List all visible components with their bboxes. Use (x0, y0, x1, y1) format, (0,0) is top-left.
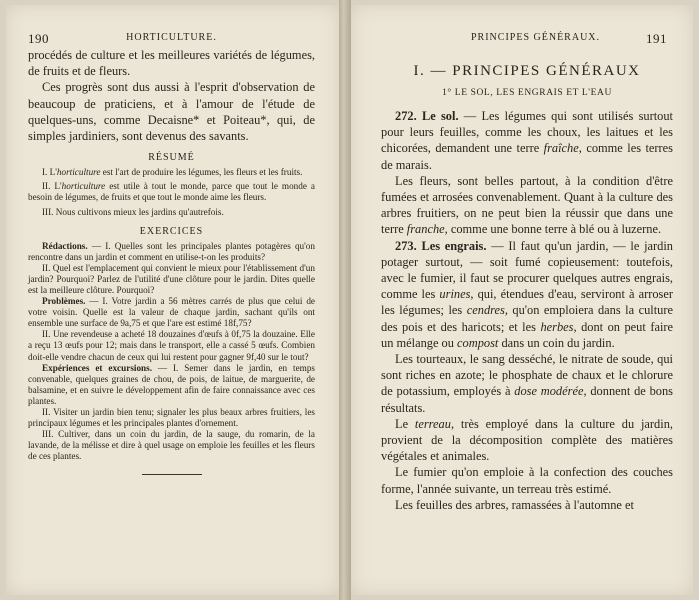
running-title-left: HORTICULTURE. (126, 32, 217, 43)
exercise-experiences-3: III. Cultiver, dans un coin du jardin, de la sauge, du romarin, de la lavande, de la mélisse et dire à quel usage on emploie les feuilles et les fleurs de ces plantes. (28, 429, 315, 462)
closing-rule (142, 474, 202, 475)
resume-heading: RÉSUMÉ (148, 152, 195, 164)
resume-item-3: III. Nous cultivons mieux les jardins qu'autrefois. (42, 206, 224, 217)
exercices-heading: EXERCICES (139, 225, 204, 237)
exercise-redactions-1: Rédactions. — I. Quelles sont les principales plantes potagères qu'on rencontre dans un jardin et comment en utilise-t-on les produits? (28, 240, 315, 262)
paragraph-fumier: Le fumier qu'on emploie à la confection des couches forme, l'année suivante, un terreau très estimé. (381, 465, 673, 496)
paragraph-progres: Ces progrès sont dus aussi à l'esprit d'observation de beaucoup de praticiens, et à l'amour de l'étude de quelques-uns, comme Decaisne* et Poiteau*, qui, de simples jardiniers, sont devenus des savants. (28, 80, 315, 144)
left-running-head (28, 31, 315, 47)
paragraph-tourteaux: Les tourteaux, le sang desséché, le nitrate de soude, qui sont riches en azote; le phosphate de chaux et le chlorure de potassium, employés à dose modérée, donnent de bons résultats. (381, 352, 673, 415)
paragraph-272-le-sol: 272. Le sol. — Les légumes qui sont utilisés surtout pour leurs feuilles, comme les choux, les laitues et les chicorées, demandent une terre fraîche, comme les terres de marais. (381, 109, 673, 172)
exercise-problemes-1: Problèmes. — I. Votre jardin a 56 mètres carrés de plus que celui de votre voisin. Quelle est la valeur de chaque jardin, sachant qu'ils ont ensemble une surface de 9a,75 et que l'are est estimé 18f,75? (28, 296, 315, 329)
page-number-left: 190 (28, 31, 49, 46)
paragraph-procedes: procédés de culture et les meilleures variétés de légumes, de fruits et de fleurs. (28, 48, 315, 79)
left-page (6, 5, 339, 595)
exercise-problemes-2: II. Une revendeuse a acheté 18 douzaines d'œufs à 0f,75 la douzaine. Elle a reçu 13 œufs pour 12; mais dans le transport, elle a cassé 5 œufs. Combien doit-elle vendre chacun de ceux qui lui restent pour gagner 9f,40 sur le tout? (28, 329, 315, 362)
exercise-experiences-2: II. Visiter un jardin bien tenu; signaler les plus beaux arbres fruitiers, les principaux légumes et les principales plantes d'ornement. (28, 407, 315, 429)
resume-item-1: I. L'horticulture est l'art de produire les légumes, les fleurs et les fruits. (42, 167, 303, 178)
paragraph-feuilles: Les feuilles des arbres, ramassées à l'automne et (395, 497, 634, 512)
running-title-right: PRINCIPES GÉNÉRAUX. (471, 32, 601, 43)
page-number-right: 191 (646, 31, 667, 46)
book-gutter (339, 0, 351, 600)
section-subtitle: 1° LE SOL, LES ENGRAIS ET L'EAU (442, 88, 612, 98)
chapter-title: I. — PRINCIPES GÉNÉRAUX (413, 63, 641, 79)
paragraph-273-engrais: 273. Les engrais. — Il faut qu'un jardin, — le jardin potager surtout, — soit fumé copieusement: toutefois, avec le fumier, il faut se procurer quelques autres engrais, comme les urines, qui, étendues d'eau, serviront à arroser les légumes; les cendres, qu'on emploiera dans la culture des pois et des haricots; et les herbes, dont on peut faire un mélange ou compost dans un coin du jardin. (381, 238, 674, 350)
resume-item-2: II. L'horticulture est utile à tout le monde, parce que tout le monde a besoin de légumes, de fruits et que tout le monde aime les fleurs. (28, 181, 316, 203)
paragraph-fleurs: Les fleurs, sont belles partout, à la condition d'être fumées et arrosées convenablement. Quant à la culture des arbres fruitiers, on ne peut bien la réussir que dans une terre franche, comme une bonne terre à blé ou à luzerne. (381, 173, 673, 237)
exercise-experiences-1: Expériences et excursions. — I. Semer dans le jardin, en temps convenable, quelques graines de chou, de pois, de laitue, de marguerite, de balsamine, et en suivre le développement afin de faire connaissance avec ces plantes. (28, 362, 315, 406)
right-running-head (381, 31, 673, 47)
right-page (351, 5, 693, 595)
exercise-redactions-2: II. Quel est l'emplacement qui convient le mieux pour l'établissement d'un jardin? Pourquoi? Parlez de l'utilité d'une clôture pour le jardin. Dites quelle est la meilleure clôture. Pourquoi? (28, 262, 315, 295)
paragraph-terreau: Le terreau, très employé dans la culture du jardin, provient de la décomposition complète des matières végétales et animales. (381, 416, 673, 464)
